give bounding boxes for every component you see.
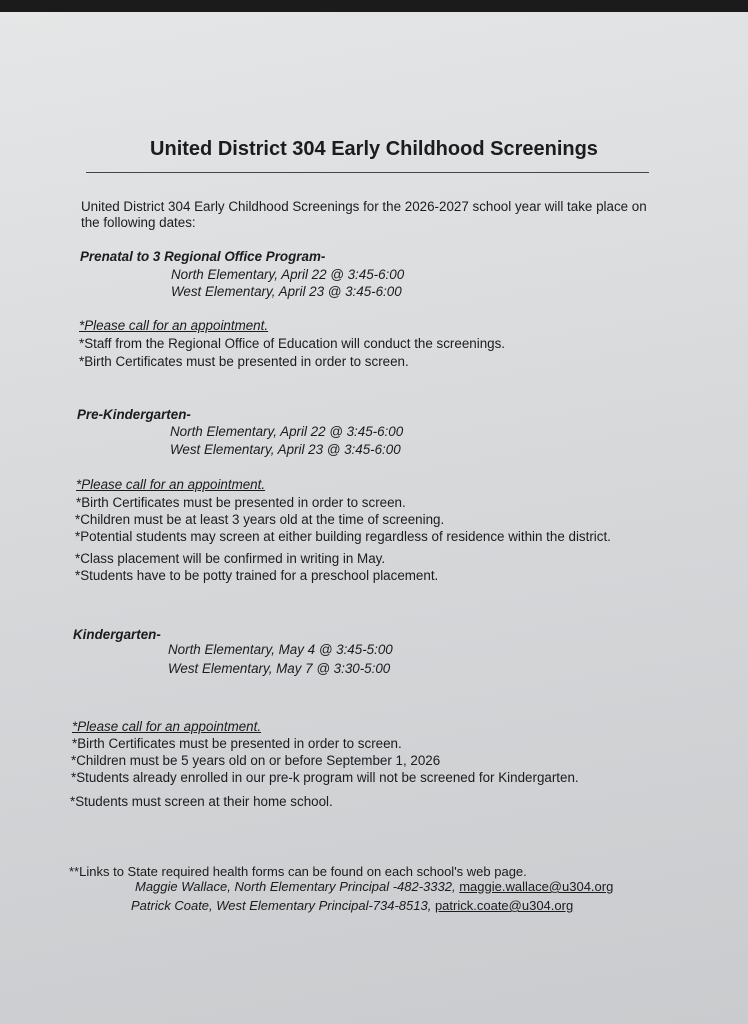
note-line: *Staff from the Regional Office of Education will conduct the screenings. [79,336,506,351]
contact-line [131,898,573,913]
email-link[interactable]: maggie.wallace@u304.org [459,879,614,894]
note-line: *Students have to be potty trained for a preschool placement. [75,568,439,583]
note-line: *Children must be 5 years old on or before September 1, 2026 [71,753,441,768]
note-line: *Birth Certificates must be presented in order to screen. [76,495,406,510]
email-link[interactable]: patrick.coate@u304.org [434,898,574,913]
call-note: *Please call for an appointment. [72,719,262,734]
contact-line [135,879,613,894]
note-line: *Birth Certificates must be presented in order to screen. [79,354,409,369]
intro-line: United District 304 Early Childhood Screenings for the 2026-2027 school year will take place on [81,199,647,214]
intro-line: the following dates: [81,215,196,230]
date-line: West Elementary, May 7 @ 3:30-5:00 [168,661,391,676]
call-note: *Please call for an appointment. [76,477,266,492]
note-line: *Students already enrolled in our pre-k program will not be screened for Kindergarten. [71,770,579,785]
note-line: *Class placement will be confirmed in writing in May. [75,551,386,566]
note-line: *Children must be at least 3 years old at the time of screening. [75,512,445,527]
note-line: *Students must screen at their home school. [70,794,333,809]
call-note: *Please call for an appointment. [79,318,269,333]
date-line: West Elementary, April 23 @ 3:45-6:00 [170,442,401,457]
section-heading-pre-k: Pre-Kindergarten- [77,407,191,422]
date-line: North Elementary, April 22 @ 3:45-6:00 [170,424,404,439]
contact-text: Maggie Wallace, North Elementary Principal -482-3332, [135,879,460,894]
section-heading-prenatal: Prenatal to 3 Regional Office Program- [80,249,326,264]
date-line: North Elementary, May 4 @ 3:45-5:00 [168,642,393,657]
contact-text: Patrick Coate, West Elementary Principal-734-8513, [131,898,435,913]
date-line: West Elementary, April 23 @ 3:45-6:00 [171,284,402,299]
note-line: *Birth Certificates must be presented in order to screen. [72,736,402,751]
section-heading-kindergarten: Kindergarten- [73,627,161,642]
date-line: North Elementary, April 22 @ 3:45-6:00 [171,267,405,282]
note-line: *Potential students may screen at either building regardless of residence within the district. [75,529,611,544]
background-edge [0,0,748,12]
document-page [0,12,748,1024]
forms-note: **Links to State required health forms can be found on each school's web page. [69,864,527,879]
title-rule [86,172,649,173]
page-title: United District 304 Early Childhood Screenings [150,138,598,160]
